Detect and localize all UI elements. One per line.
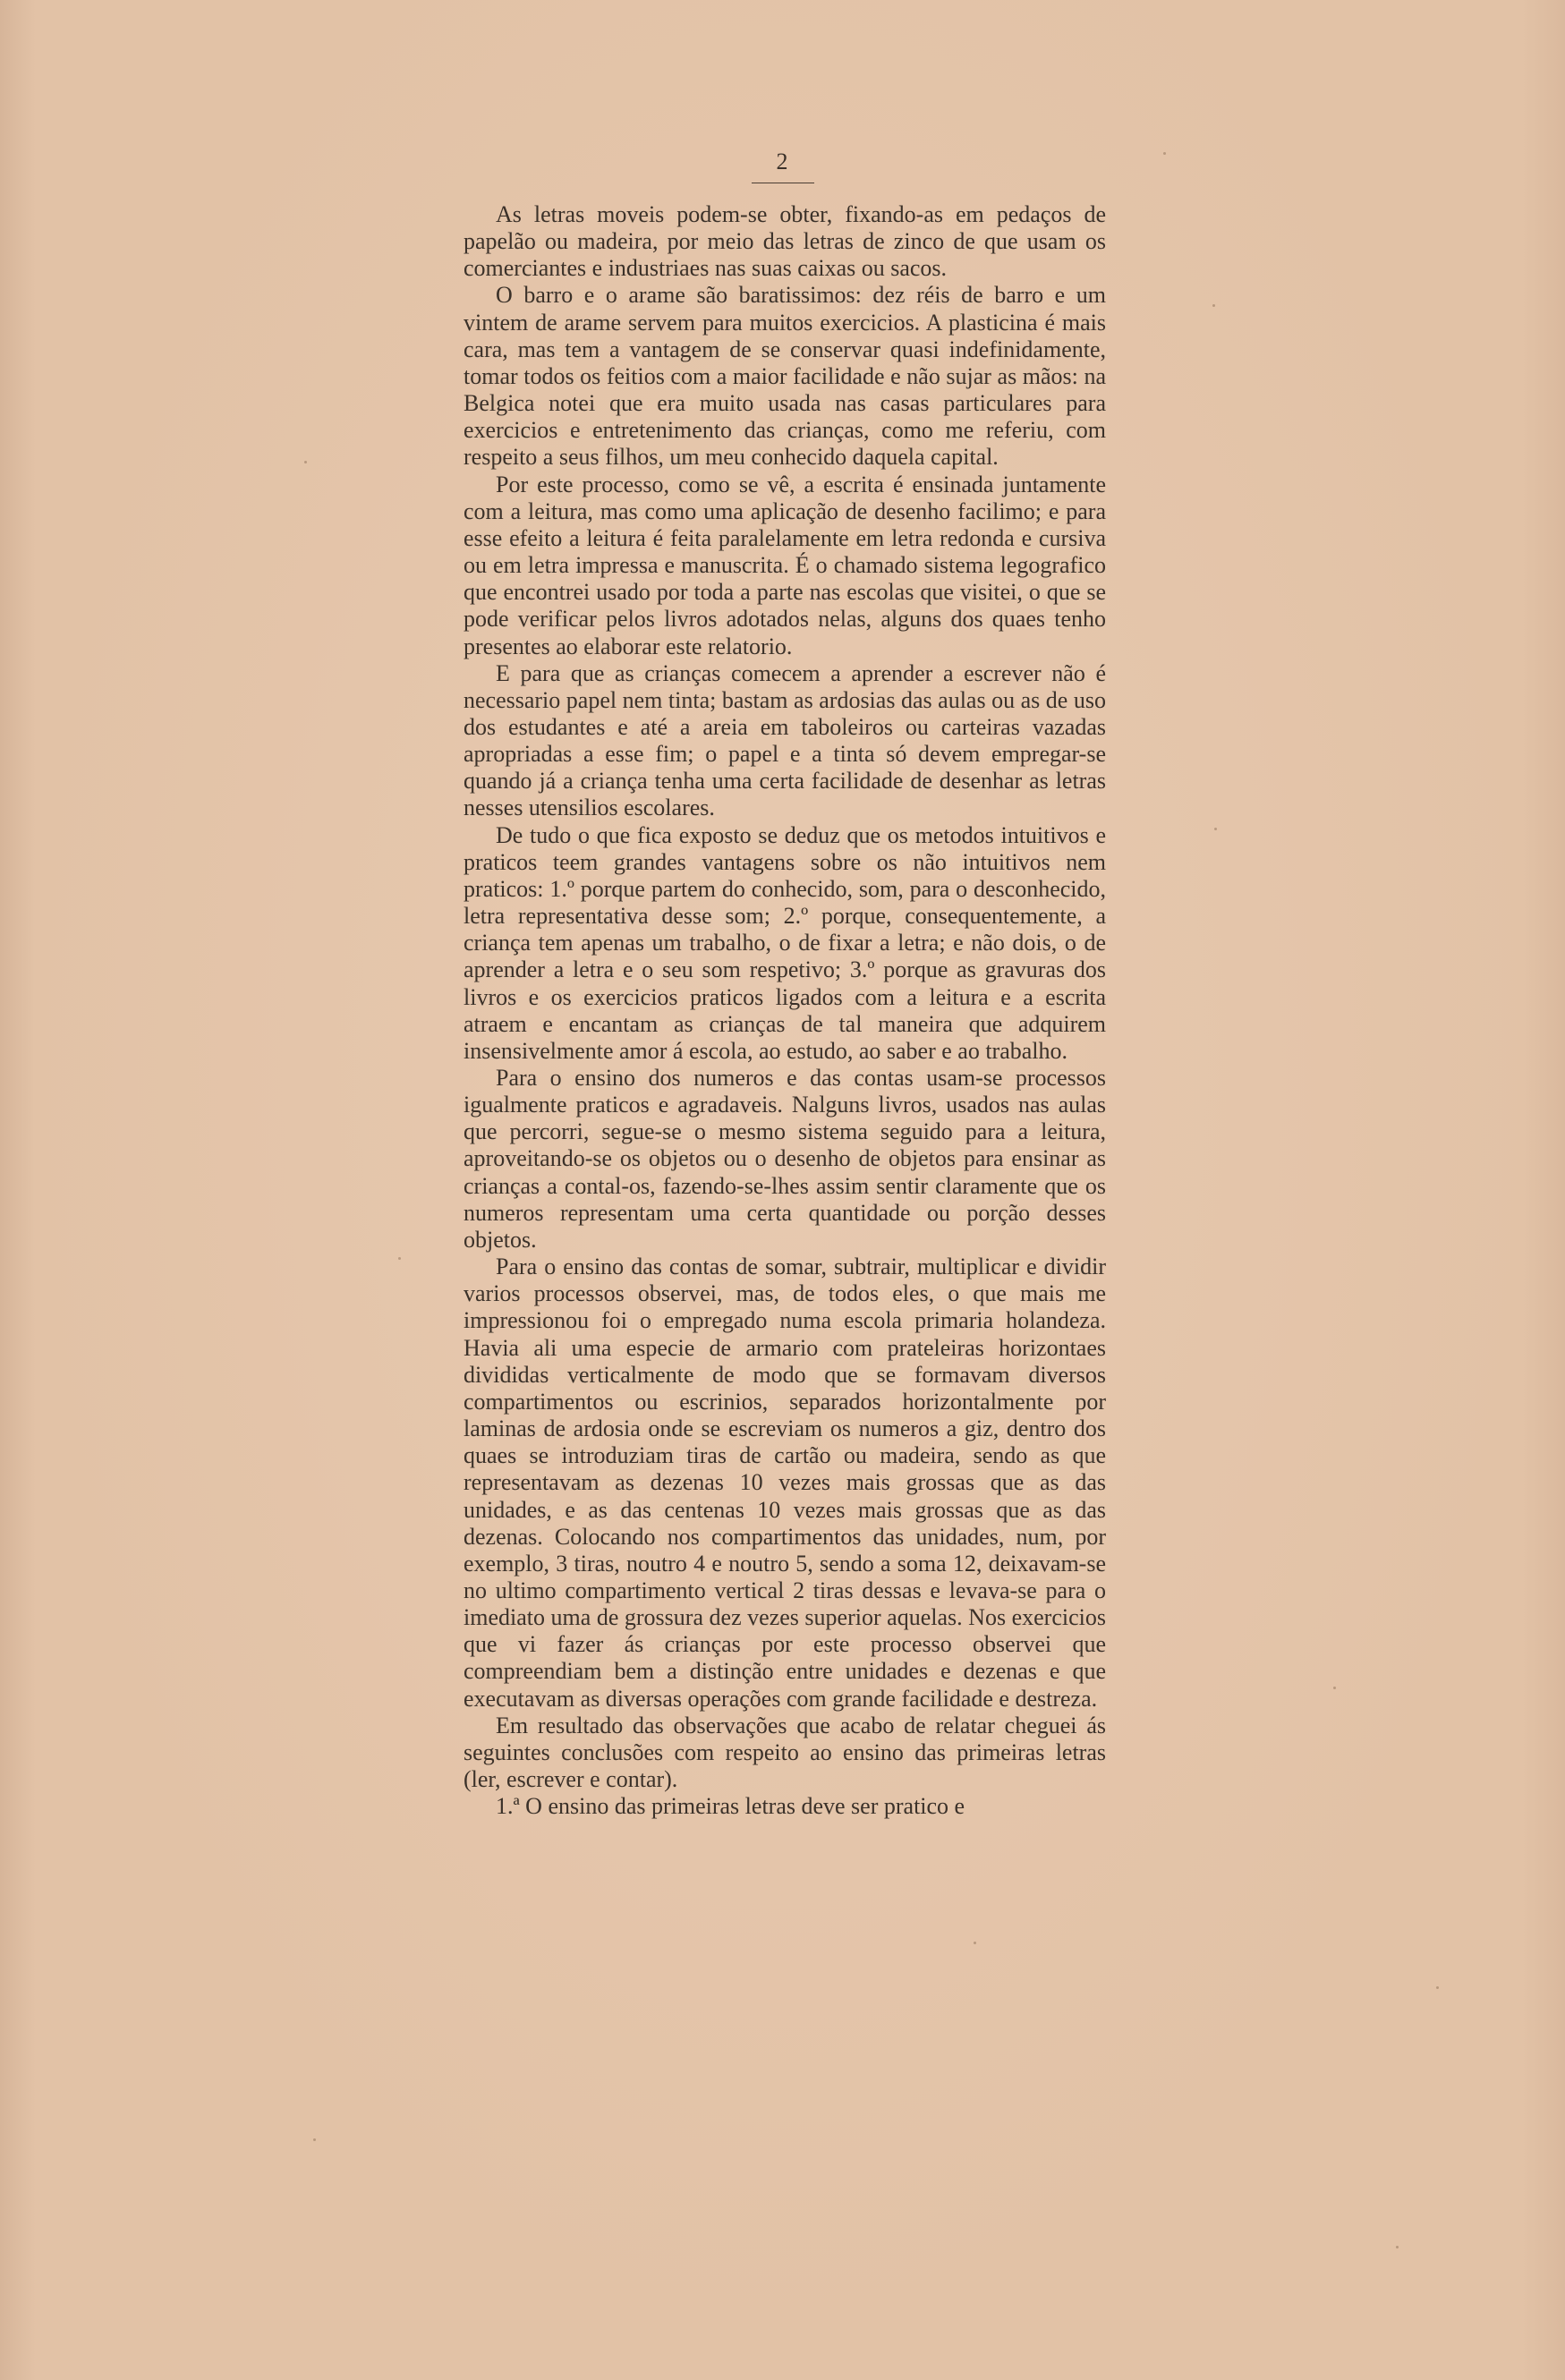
paragraph: Para o ensino das contas de somar, subtrair, multiplicar e dividir varios processos observei, mas, de todos eles, o que mais me impressionou foi o empregado numa escola primaria holandeza. Havia ali uma especie de armario com prateleiras horizontaes divididas verticalmente de modo que se formavam diversos compartimentos ou escrinios, separados horizontalmente por laminas de ardosia onde se escreviam os numeros a giz, dentro dos quaes se introduziam tiras de cartão ou madeira, sendo as que representavam as dezenas 10 vezes mais grossas que as das unidades, e as das centenas 10 vezes mais grossas que as das dezenas. Colocando nos compartimentos das unidades, num, por exemplo, 3 tiras, noutro 4 e noutro 5, sendo a soma 12, deixavam-se no ultimo compartimento vertical 2 tiras dessas e levava-se para o imediato uma de grossura dez vezes superior aquelas. Nos exercicios que vi fazer ás crianças por este processo observei que compreendiam bem a distinção entre unidades e dezenas e que executavam as diversas operações com grande facilidade e destreza. bbox=[464, 1254, 1106, 1712]
page-number: 2 bbox=[776, 149, 789, 174]
paper-speck bbox=[1436, 1986, 1439, 1989]
paper-speck bbox=[1214, 828, 1217, 830]
paragraph: As letras moveis podem-se obter, fixando-as em pedaços de papelão ou madeira, por meio das letras de zinco de que usam os comerciantes e industriaes nas suas caixas ou sacos. bbox=[464, 201, 1106, 282]
paragraph: E para que as crianças comecem a aprender a escrever não é necessario papel nem tinta; bastam as ardosias das aulas ou as de uso dos estudantes e até a areia em taboleiros ou carteiras vazadas apropriadas a esse fim; o papel e a tinta só devem empregar-se quando já a criança tenha uma certa facilidade de desenhar as letras nesses utensilios escolares. bbox=[464, 659, 1106, 821]
paragraph: 1.ª O ensino das primeiras letras deve ser pratico e bbox=[496, 1793, 965, 1820]
paragraph: Por este processo, como se vê, a escrita é ensinada juntamente com a leitura, mas como uma aplicação de desenho facilimo; e para esse efeito a leitura é feita paralelamente em letra redonda e cursiva ou em letra impressa e manuscrita. É o chamado sistema legografico que encontrei usado por toda a parte nas escolas que visitei, o que se pode verificar pelos livros adotados nelas, alguns dos quaes tenho presentes ao elaborar este relatorio. bbox=[464, 471, 1106, 659]
paper-speck bbox=[304, 461, 307, 463]
body-text bbox=[464, 201, 1106, 1820]
paper-speck bbox=[1333, 1687, 1336, 1689]
paper-speck bbox=[1396, 2246, 1399, 2248]
paragraph: Em resultado das observações que acabo de relatar cheguei ás seguintes conclusões com respeito ao ensino das primeiras letras (ler, escrever e contar). bbox=[464, 1712, 1106, 1793]
paragraph: De tudo o que fica exposto se deduz que os metodos intuitivos e praticos teem grandes vantagens sobre os não intuitivos nem praticos: 1.º porque partem do conhecido, som, para o desconhecido, letra representativa desse som; 2.º porque, consequentemente, a criança tem apenas um trabalho, o de fixar a letra; e não dois, o de aprender a letra e o seu som respetivo; 3.º porque as gravuras dos livros e os exercicios praticos ligados com a leitura e a escrita atraem e encantam as crianças de tal maneira que adquirem insensivelmente amor á escola, ao estudo, ao saber e ao trabalho. bbox=[464, 821, 1106, 1064]
paragraph: Para o ensino dos numeros e das contas usam-se processos igualmente praticos e agradaveis. Nalguns livros, usados nas aulas que percorri, segue-se o mesmo sistema seguido para a leitura, aproveitando-se os objetos ou o desenho de objetos para ensinar as crianças a contal-os, fazendo-se-lhes assim sentir claramente que os numeros representam uma certa quantidade ou porção desses objetos. bbox=[464, 1065, 1106, 1253]
paragraph: O barro e o arame são baratissimos: dez réis de barro e um vintem de arame servem para muitos exercicios. A plasticina é mais cara, mas tem a vantagem de se conservar quasi indefinidamente, tomar todos os feitios com a maior facilidade e não sujar as mãos: na Belgica notei que era muito usada nas casas particulares para exercicios e entretenimento das crianças, como me referiu, com respeito a seus filhos, um meu conhecido daquela capital. bbox=[464, 282, 1106, 471]
paper-speck bbox=[1212, 304, 1215, 307]
paper-speck bbox=[974, 1942, 976, 1944]
paper-speck bbox=[1163, 152, 1166, 155]
paper-speck bbox=[313, 2138, 316, 2141]
paper-speck bbox=[398, 1257, 401, 1260]
